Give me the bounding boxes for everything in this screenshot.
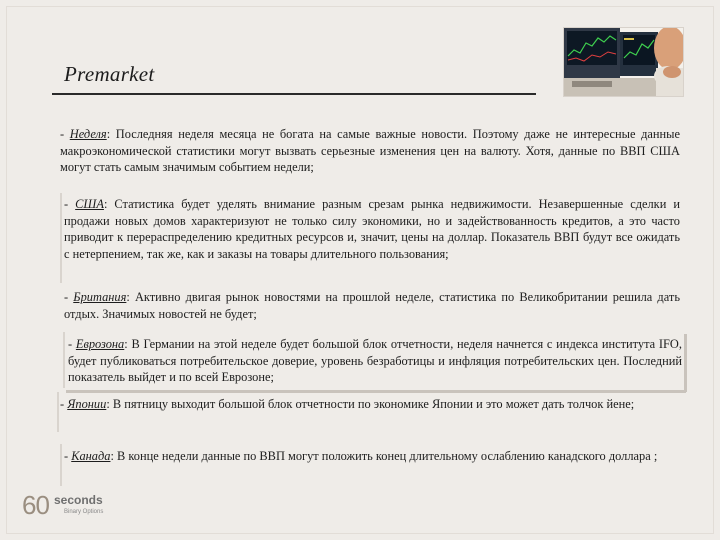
bullet-dash: - xyxy=(68,337,76,351)
bullet-dash: - xyxy=(64,197,76,211)
paragraph-text: : В пятницу выходит большой блок отчетности по экономике Японии и это может дать толчок йене; xyxy=(106,397,635,411)
paragraph-label: Японии xyxy=(67,397,107,411)
box-edge xyxy=(57,392,59,432)
box-edge xyxy=(60,193,62,283)
logo-word: seconds xyxy=(54,493,103,507)
box-edge xyxy=(66,390,686,393)
paragraph-text: : Последняя неделя месяца не богата на самые важные новости. Поэтому даже не интересные данные макроэкономической статистики могут вызвать серьезные изменения цен на валюту. Хотя, данные по ВВП США могут стать самым значимым событием недели; xyxy=(60,127,680,174)
logo-tagline: Binary Options xyxy=(64,509,104,515)
paragraph-text: : Статистика будет уделять внимание разным срезам рынка недвижимости. Незавершенные сделки и продажи новых домов характеризуют не только силу экономики, но и задействованность кредитов, а это часто приводит к перераспределению кредитных ресурсов и, значит, цены на доллар. Показатель ВВП будут все ожидать с нетерпением, так же, как и заказы на товары длительного пользования; xyxy=(64,197,680,261)
box-edge xyxy=(60,444,62,486)
paragraph-text: : В конце недели данные по ВВП могут положить конец длительному ослаблению канадского доллара ; xyxy=(110,449,658,463)
paragraph-japan xyxy=(60,396,680,413)
box-edge xyxy=(684,334,687,392)
box-edge xyxy=(63,332,65,388)
paragraph-label: Еврозона xyxy=(75,337,125,351)
slide-title: Premarket xyxy=(64,62,155,86)
paragraph-label: Канада xyxy=(71,449,111,463)
paragraph-label: Неделя xyxy=(69,127,107,141)
paragraph-label: Британия xyxy=(73,290,127,304)
paragraph-canada xyxy=(64,448,680,465)
paragraph-eurozone xyxy=(68,336,682,386)
bullet-dash: - xyxy=(60,397,68,411)
bullet-dash: - xyxy=(60,127,70,141)
paragraph-text: : Активно двигая рынок новостями на прошлой неделе, статистика по Великобритании решила дать отдых. Значимых новостей не будет; xyxy=(64,290,680,321)
trading-screens-photo xyxy=(563,27,684,97)
paragraph-text: : В Германии на этой неделе будет большой блок отчетности, неделя начнется с индекса института IFO, будет публиковаться потребительское доверие, уровень безработицы и инфляция потребительских цен. Последний показатель выйдет и по всей Еврозоне; xyxy=(68,337,682,384)
brand-logo xyxy=(22,490,112,526)
paragraph-usa xyxy=(64,196,680,262)
title-underline xyxy=(52,93,536,95)
logo-number: 60 xyxy=(22,490,49,520)
paragraph-britain xyxy=(64,289,680,322)
paragraph-label: США xyxy=(75,197,104,211)
paragraph-week xyxy=(60,126,680,176)
bullet-dash: - xyxy=(64,290,74,304)
bullet-dash: - xyxy=(64,449,72,463)
